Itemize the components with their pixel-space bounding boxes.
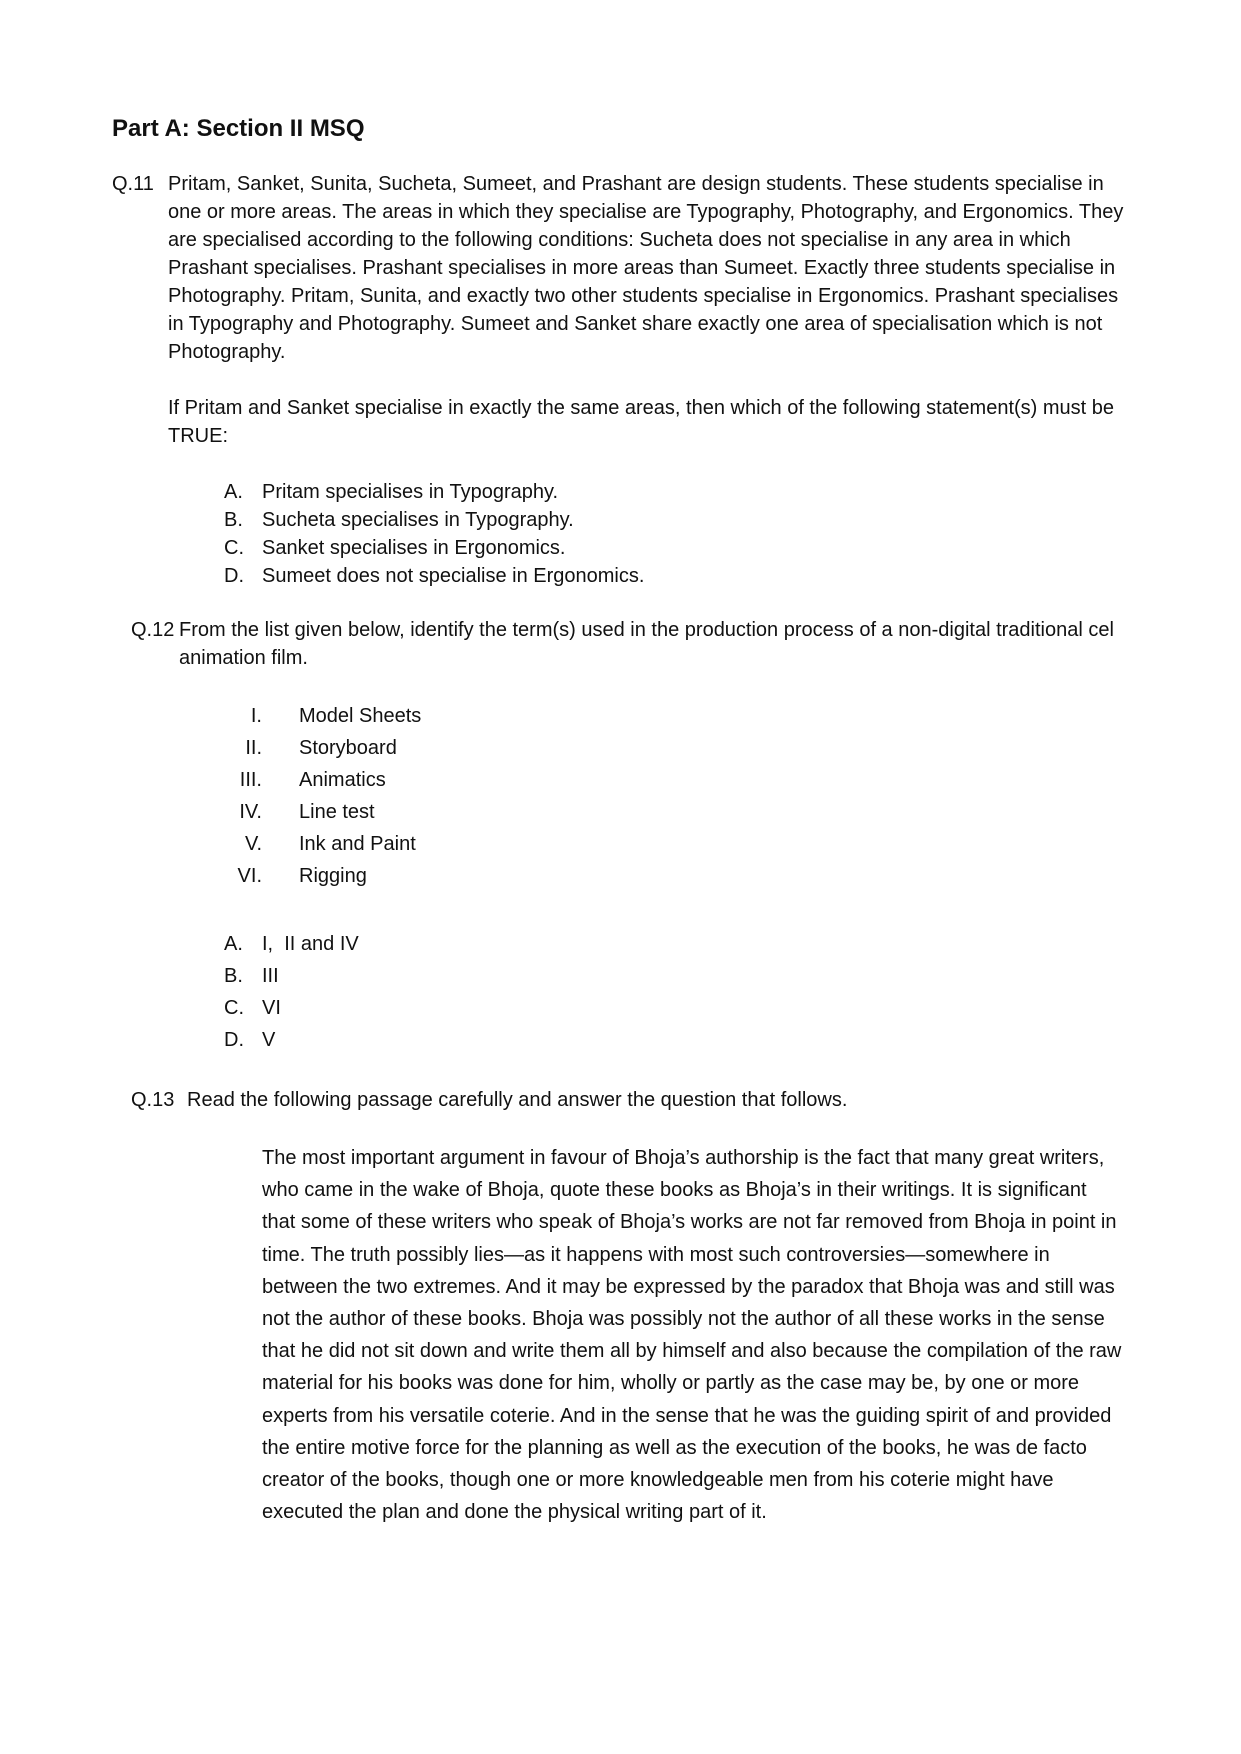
option-letter: D.	[224, 1029, 244, 1051]
option-text: Sumeet does not specialise in Ergonomics.	[262, 565, 645, 587]
term-text: Storyboard	[299, 737, 397, 759]
option-letter: C.	[224, 997, 244, 1019]
term-numeral: IV.	[239, 801, 262, 823]
option-letter: C.	[224, 537, 244, 559]
question-12-intro-line	[131, 616, 1131, 672]
term-text: Ink and Paint	[299, 833, 416, 855]
term-item	[224, 700, 1131, 732]
question-11-options	[112, 478, 1132, 590]
option-b[interactable]	[224, 960, 1131, 992]
question-12	[131, 616, 1131, 1056]
option-letter: D.	[224, 565, 244, 587]
option-d[interactable]	[224, 562, 1132, 590]
question-12-intro: From the list given below, identify the term(s) used in the production process of a non-digital traditional cel animation film.	[179, 619, 1114, 669]
term-numeral: III.	[239, 769, 262, 791]
question-13-intro-line	[131, 1086, 1131, 1114]
term-text: Line test	[299, 801, 375, 823]
term-text: Rigging	[299, 865, 367, 887]
option-text: VI	[262, 997, 281, 1019]
term-item	[224, 860, 1131, 892]
question-12-options	[131, 928, 1131, 1056]
option-text: Sanket specialises in Ergonomics.	[262, 537, 566, 559]
question-11-intro: Pritam, Sanket, Sunita, Sucheta, Sumeet, and Prashant are design students. These students specialise in one or more areas. The areas in which they specialise are Typography, Photography, and Ergonomics. They are specialised according to the following conditions: Sucheta does not specialise in any area in which Prashant specialises. Prashant specialises in more areas than Sumeet. Exactly three students specialise in Photography. Pritam, Sunita, and exactly two other students specialise in Ergonomics. Prashant specialises in Typography and Photography. Sumeet and Sanket share exactly one area of specialisation which is not Photography.	[168, 173, 1124, 363]
option-a[interactable]	[224, 928, 1131, 960]
option-letter: A.	[224, 933, 243, 955]
option-text: V	[262, 1029, 276, 1051]
option-text: Pritam specialises in Typography.	[262, 481, 559, 503]
question-13	[131, 1086, 1131, 1528]
option-a[interactable]	[224, 478, 1132, 506]
option-letter: B.	[224, 965, 243, 987]
question-11	[112, 170, 1132, 590]
question-number: Q.12	[131, 619, 175, 641]
term-item	[224, 796, 1131, 828]
question-11-intro-line	[112, 170, 1132, 366]
term-item	[224, 732, 1131, 764]
option-c[interactable]	[224, 534, 1132, 562]
option-text: I, II and IV	[262, 933, 359, 955]
option-text: Sucheta specialises in Typography.	[262, 509, 574, 531]
term-numeral: I.	[250, 705, 262, 727]
option-c[interactable]	[224, 992, 1131, 1024]
question-12-terms	[131, 700, 1131, 892]
option-text: III	[262, 965, 279, 987]
question-number: Q.13	[131, 1089, 175, 1111]
option-d[interactable]	[224, 1024, 1131, 1056]
reading-passage: The most important argument in favour of Bhoja’s authorship is the fact that many great writers, who came in the wake of Bhoja, quote these books as Bhoja’s in their writings. It is significant that some of these writers who speak of Bhoja’s works are not far removed from Bhoja in point in time. The truth possibly lies—as it happens with most such controversies—somewhere in between the two extremes. And it may be expressed by the paradox that Bhoja was and still was not the author of these books. Bhoja was possibly not the author of all these works in the sense that he did not sit down and write them all by himself and also because the compilation of the raw material for his books was done for him, wholly or partly as the case may be, by one or more experts from his versatile coterie. And in the sense that he was the guiding spirit of and provided the entire motive force for the planning as well as the execution of the books, he was de facto creator of the books, though one or more knowledgeable men from his coterie might have executed the plan and done the physical writing part of it.	[262, 1147, 1122, 1524]
question-13-intro: Read the following passage carefully and answer the question that follows.	[187, 1089, 848, 1111]
option-b[interactable]	[224, 506, 1132, 534]
option-letter: A.	[224, 481, 243, 503]
term-text: Model Sheets	[299, 705, 422, 727]
section-heading: Part A: Section II MSQ	[112, 115, 365, 142]
question-number: Q.11	[112, 173, 154, 195]
term-numeral: VI.	[237, 865, 262, 887]
term-item	[224, 828, 1131, 860]
option-letter: B.	[224, 509, 243, 531]
term-text: Animatics	[299, 769, 386, 791]
question-11-stem: If Pritam and Sanket specialise in exactly the same areas, then which of the following statement(s) must be TRUE:	[168, 397, 1115, 447]
term-item	[224, 764, 1131, 796]
term-numeral: V.	[244, 833, 262, 855]
term-numeral: II.	[245, 737, 262, 759]
